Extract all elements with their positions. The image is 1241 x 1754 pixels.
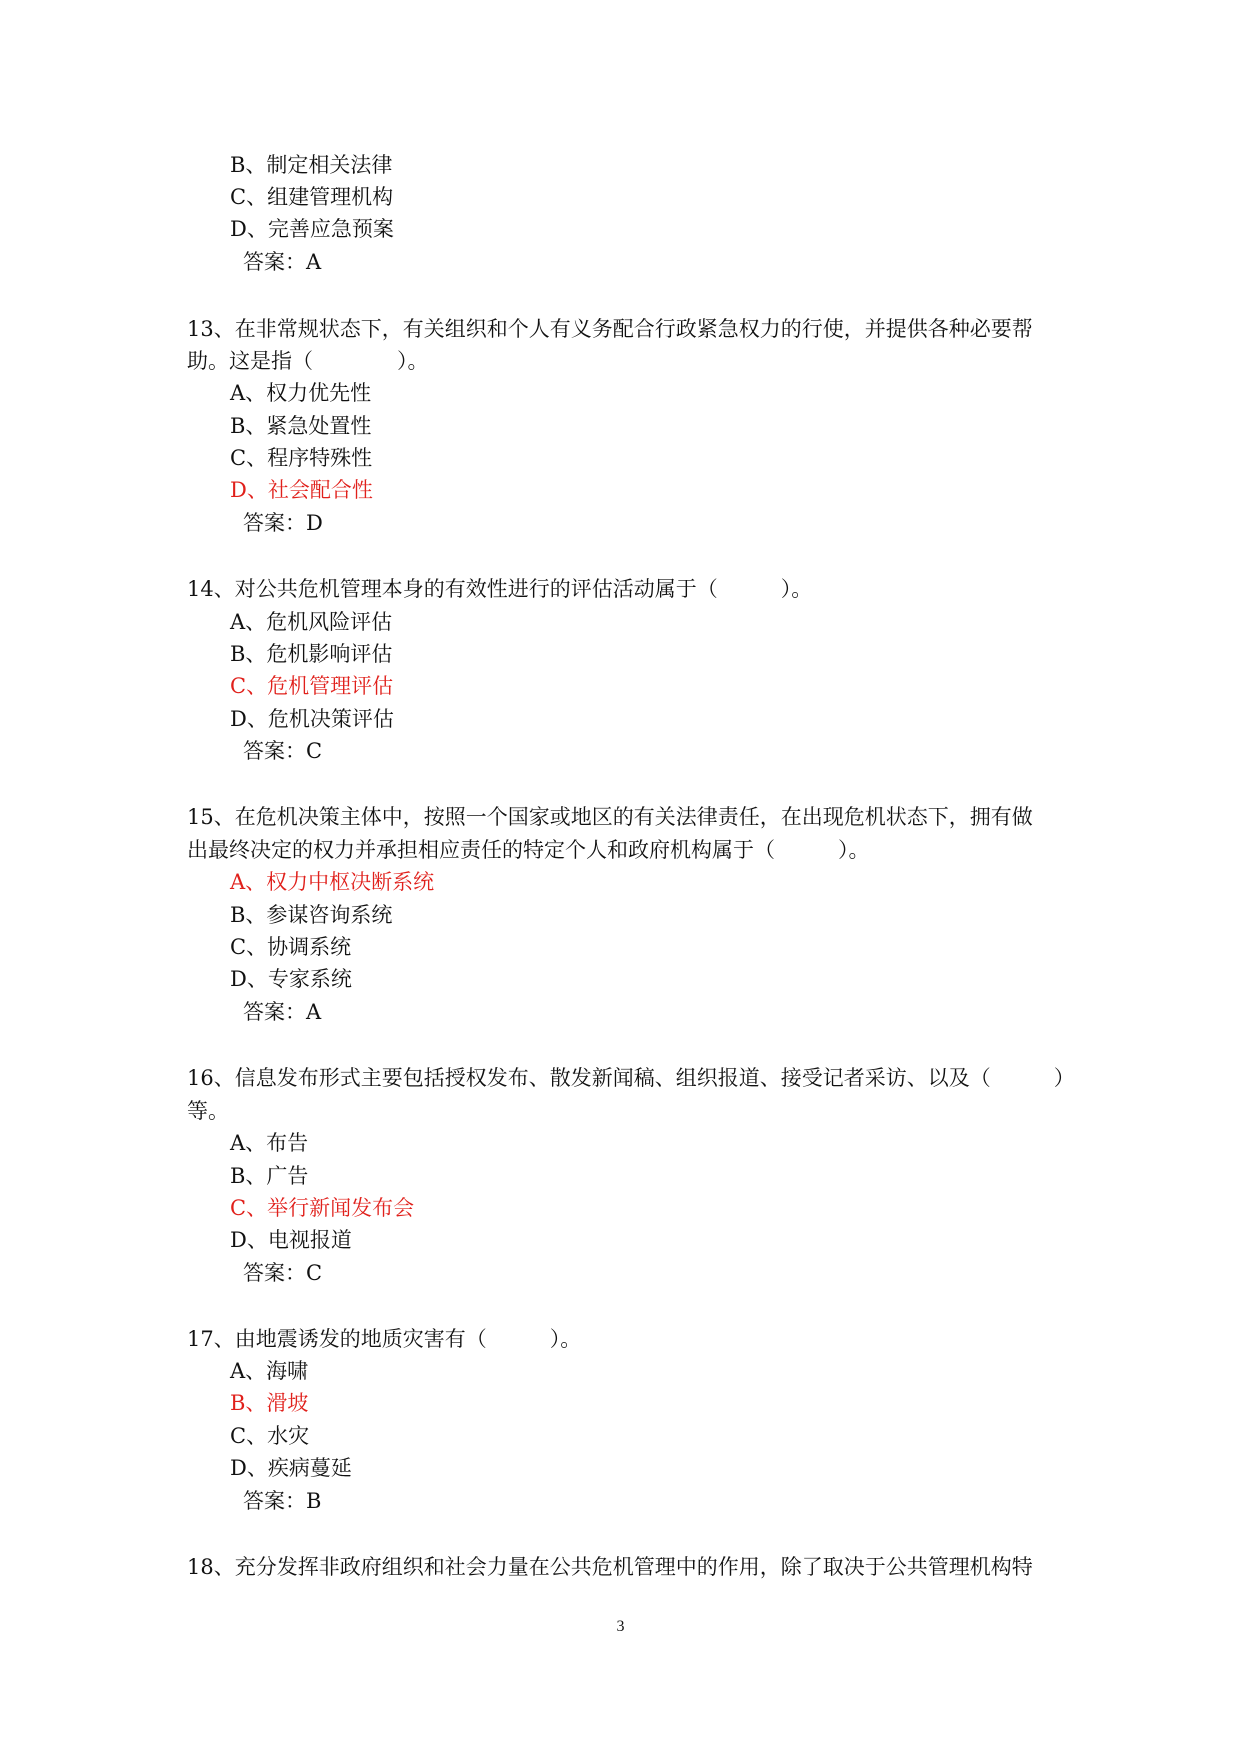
q14-option-a: A、危机风险评估 [230, 610, 393, 634]
q14-option-c-correct: C、危机管理评估 [230, 674, 394, 698]
q17-stem-line-1: 17、由地震诱发的地质灾害有（ ）。 [187, 1327, 582, 1351]
q16-option-d: D、电视报道 [230, 1228, 352, 1252]
q13-stem-line-2: 助。这是指（ ）。 [187, 349, 429, 373]
q12-answer: 答案：A [243, 250, 322, 274]
q13-stem-line-1: 13、在非常规状态下，有关组织和个人有义务配合行政紧急权力的行使，并提供各种必要帮 [187, 317, 1033, 341]
q16-stem-line-1: 16、信息发布形式主要包括授权发布、散发新闻稿、组织报道、接受记者采访、以及（ ） [187, 1066, 1075, 1090]
q14-option-d: D、危机决策评估 [230, 707, 394, 731]
q13-option-c: C、程序特殊性 [230, 446, 373, 470]
q13-option-b: B、紧急处置性 [230, 414, 372, 438]
q16-option-a: A、布告 [230, 1131, 309, 1155]
q14-answer: 答案：C [243, 739, 323, 763]
q12-option-d: D、完善应急预案 [230, 217, 394, 241]
q15-option-d: D、专家系统 [230, 967, 352, 991]
q16-option-c-correct: C、举行新闻发布会 [230, 1196, 415, 1220]
q16-stem-line-2: 等。 [187, 1099, 229, 1123]
q17-option-a: A、海啸 [230, 1359, 309, 1383]
q16-answer: 答案：C [243, 1261, 323, 1285]
page-number: 3 [616, 1618, 625, 1635]
q15-answer: 答案：A [243, 1000, 322, 1024]
q17-option-d: D、疾病蔓延 [230, 1456, 352, 1480]
q13-option-a: A、权力优先性 [230, 381, 372, 405]
q15-stem-line-1: 15、在危机决策主体中，按照一个国家或地区的有关法律责任，在出现危机状态下，拥有做 [187, 805, 1033, 829]
q16-option-b: B、广告 [230, 1164, 309, 1188]
q13-answer: 答案：D [243, 511, 323, 535]
q15-option-a-correct: A、权力中枢决断系统 [230, 870, 435, 894]
q17-answer: 答案：B [243, 1489, 322, 1513]
q15-stem-line-2: 出最终决定的权力并承担相应责任的特定个人和政府机构属于（ ）。 [187, 838, 870, 862]
q17-option-b-correct: B、滑坡 [230, 1391, 309, 1415]
q15-option-b: B、参谋咨询系统 [230, 903, 393, 927]
q17-option-c: C、水灾 [230, 1424, 310, 1448]
q13-option-d-correct: D、社会配合性 [230, 478, 373, 502]
q14-stem-line-1: 14、对公共危机管理本身的有效性进行的评估活动属于（ ）。 [187, 577, 813, 601]
q12-option-b: B、制定相关法律 [230, 153, 393, 177]
q12-option-c: C、组建管理机构 [230, 185, 394, 209]
q18-stem-line-1: 18、充分发挥非政府组织和社会力量在公共危机管理中的作用，除了取决于公共管理机构特 [187, 1555, 1033, 1579]
q14-option-b: B、危机影响评估 [230, 642, 393, 666]
q15-option-c: C、协调系统 [230, 935, 352, 959]
